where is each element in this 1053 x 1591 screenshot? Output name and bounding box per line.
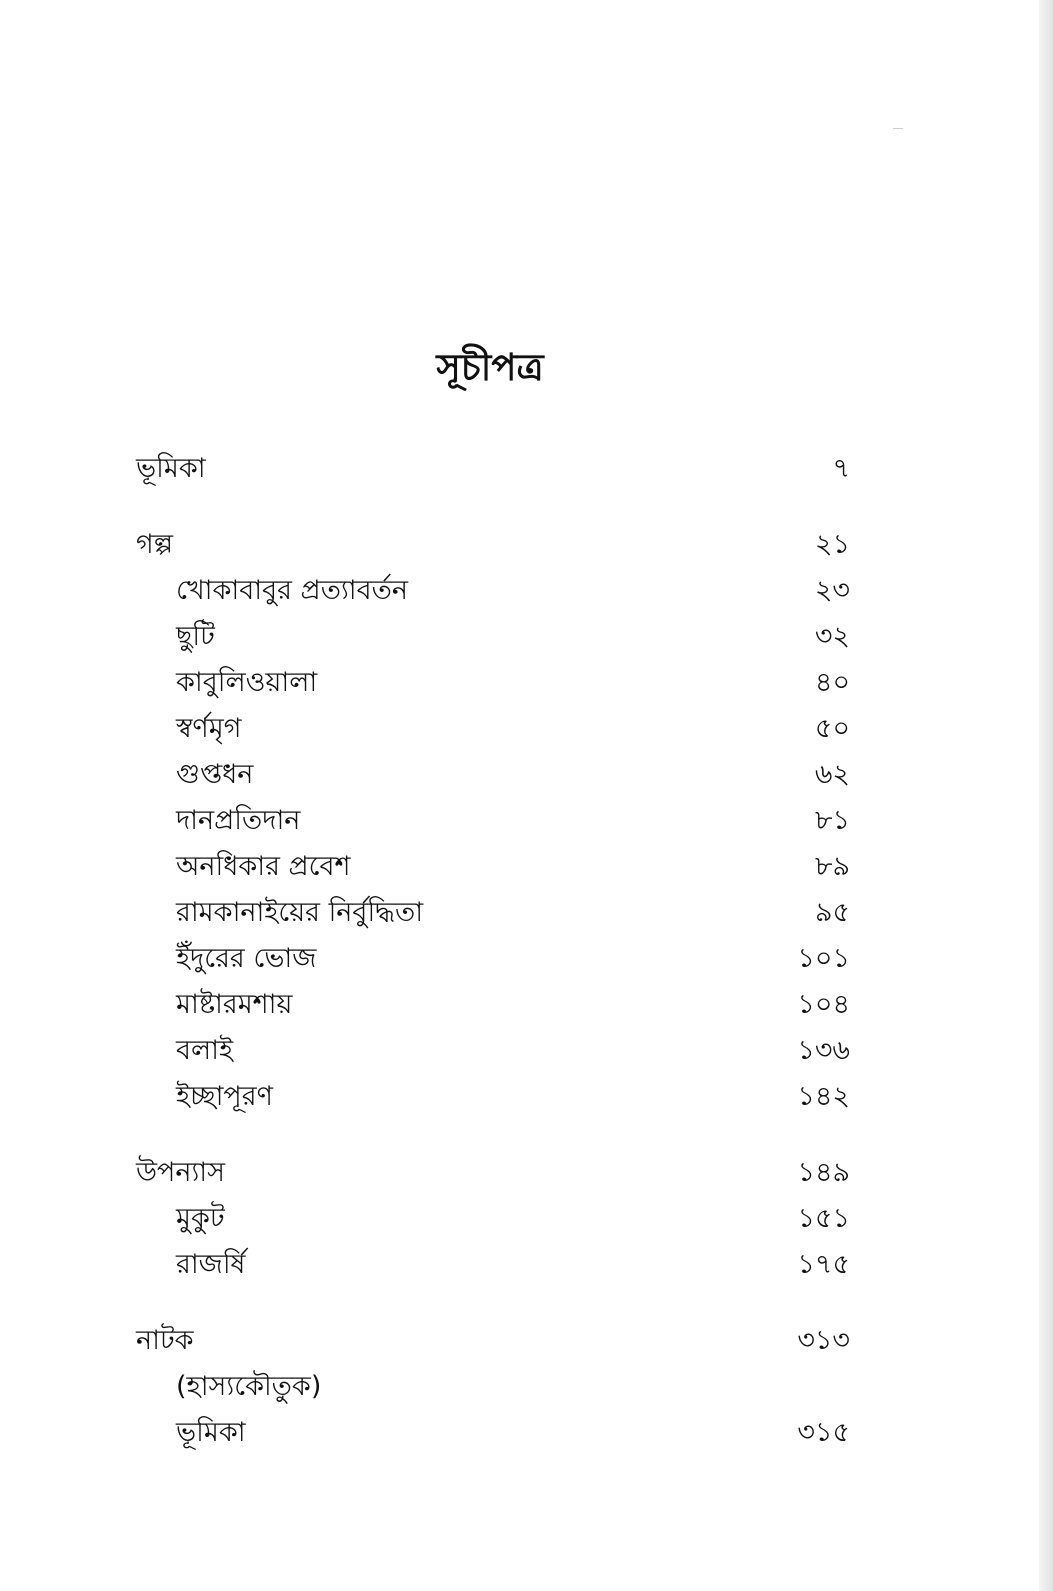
toc-entry-title: মুকুট [176,1203,225,1234]
toc-entry-title: ভূমিকা [136,453,206,484]
toc-entry-title: কাবুলিওয়ালা [176,667,318,698]
toc-entry-title: ইঁদুরের ভোজ [176,943,317,974]
toc-entry-row [136,1028,850,1074]
toc-entry-row [136,568,850,614]
toc-entry-title: বলাই [176,1035,234,1066]
toc-page-number: ৪০ [814,667,850,698]
toc-entry-row [136,752,850,798]
toc-entry-title: খোকাবাবুর প্রত্যাবর্তন [176,575,409,606]
toc-page-number: ৯৫ [814,897,850,928]
toc-entry-title: মাষ্টারমশায় [176,989,293,1020]
toc-page-number: ২৩ [814,575,850,606]
toc-page-number: ২১ [814,529,850,560]
toc-section-row [136,1150,850,1196]
toc-entry-row [136,798,850,844]
paper-speck [893,128,903,129]
toc-entry-title: রামকানাইয়ের নির্বুদ্ধিতা [176,897,424,928]
toc-page-number: ৮৯ [814,851,850,882]
toc-entry-title: গল্প [136,529,173,560]
toc-entry-row [136,706,850,752]
toc-page-number: ১৭৫ [797,1249,850,1280]
toc-entry-row [136,982,850,1028]
toc-page-number: ৩১৫ [797,1417,850,1448]
toc-entry-row [136,1196,850,1242]
toc-page-number: ১৪৯ [797,1157,850,1188]
toc-page-number: ৫০ [814,713,850,744]
page-edge [1039,0,1053,1591]
toc-entry-title: উপন্যাস [136,1157,225,1188]
table-of-contents [136,446,850,1456]
toc-entry-row [136,890,850,936]
toc-entry-title: গুপ্তধন [176,759,254,790]
toc-page-number: ১০১ [797,943,850,974]
toc-entry-title: স্বর্ণমৃগ [176,713,242,744]
toc-entry-row [136,1410,850,1456]
toc-entry-row [136,844,850,890]
toc-page-number: ১৩৬ [797,1035,850,1066]
toc-entry-title: (হাস্যকৌতুক) [176,1371,322,1402]
toc-page-number: ৮১ [814,805,850,836]
toc-entry-title: ছুটি [176,621,215,652]
toc-entry-row [136,660,850,706]
toc-entry-title: রাজর্ষি [176,1249,246,1280]
toc-entry-row [136,936,850,982]
toc-entry-title: দানপ্রতিদান [176,805,301,836]
toc-entry-row [136,1364,850,1410]
toc-section-row [136,1318,850,1364]
toc-entry-title: ভূমিকা [176,1417,246,1448]
toc-page-number: ৭ [832,453,850,484]
toc-section-row [136,446,850,492]
toc-page-number: ১০৪ [797,989,850,1020]
toc-page-number: ১৪২ [797,1081,850,1112]
toc-entry-title: ইচ্ছাপূরণ [176,1081,273,1112]
toc-page-number: ৩২ [814,621,850,652]
toc-entry-row [136,1074,850,1120]
toc-entry-row [136,614,850,660]
toc-section-row [136,522,850,568]
toc-page-number: ১৫১ [797,1203,850,1234]
toc-entry-row [136,1242,850,1288]
toc-page-number: ৬২ [814,759,850,790]
toc-entry-title: নাটক [136,1325,194,1356]
page-title: সূচীপত্র [436,346,544,389]
toc-entry-title: অনধিকার প্রবেশ [176,851,351,882]
toc-page-number: ৩১৩ [797,1325,850,1356]
